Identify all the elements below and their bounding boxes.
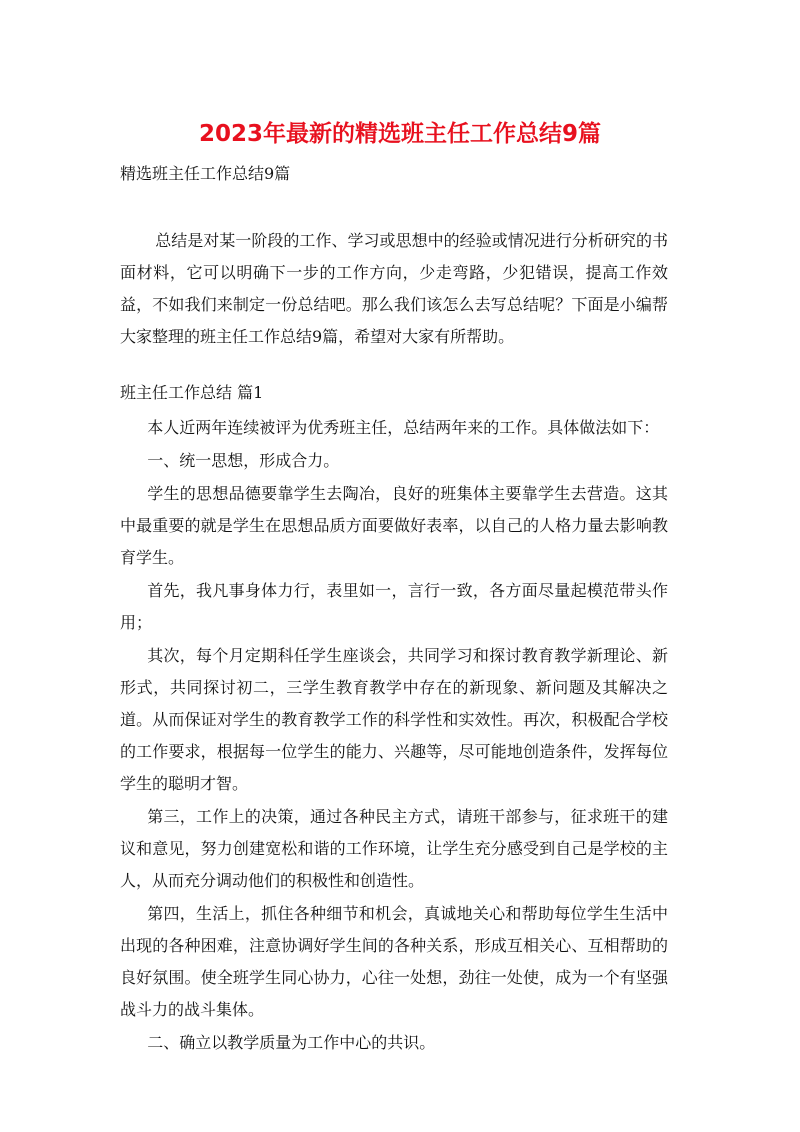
- body-paragraph: 本人近两年连续被评为优秀班主任，总结两年来的工作。具体做法如下：: [147, 418, 660, 437]
- document-subtitle: 精选班主任工作总结9篇: [120, 164, 291, 183]
- body-paragraph: 其次，每个月定期科任学生座谈会，共同学习和探讨教育教学新理论、新形式，共同探讨初二，三学生教育教学中存在的新现象、新问题及其解决之道。从而保证对学生的教育教学工作的科学性和实效性。再次，积极配合学校的工作要求，根据每一位学生的能力、兴趣等，尽可能地创造条件，发挥每位学生的聪明才智。: [120, 646, 668, 793]
- intro-paragraph: 总结是对某一阶段的工作、学习或思想中的经验或情况进行分析研究的书面材料，它可以明确下一步的工作方向，少走弯路，少犯错误，提高工作效益，不如我们来制定一份总结吧。那么我们该怎么去写总结呢？下面是小编帮大家整理的班主任工作总结9篇，希望对大家有所帮助。: [120, 231, 668, 346]
- section-body: [120, 412, 668, 1060]
- body-paragraph: 学生的思想品德要靠学生去陶冶，良好的班集体主要靠学生去营造。这其中最重要的就是学生在思想品质方面要做好表率，以自己的人格力量去影响教育学生。: [120, 484, 668, 567]
- body-paragraph: 首先，我凡事身体力行，表里如一，言行一致，各方面尽量起模范带头作用；: [120, 581, 668, 632]
- body-paragraph: 第四，生活上，抓住各种细节和机会，真诚地关心和帮助每位学生生活中出现的各种困难，注意协调好学生间的各种关系，形成互相关心、互相帮助的良好氛围。使全班学生同心协力，心往一处想，劲往一处使，成为一个有坚强战斗力的战斗集体。: [120, 904, 668, 1019]
- body-paragraph: 第三，工作上的决策，通过各种民主方式，请班干部参与，征求班干的建议和意见，努力创建宽松和谐的工作环境，让学生充分感受到自己是学校的主人，从而充分调动他们的积极性和创造性。: [120, 807, 668, 890]
- document-title: 2023年最新的精选班主任工作总结9篇: [198, 121, 602, 147]
- section-heading: 班主任工作总结 篇1: [120, 383, 264, 402]
- body-paragraph: 二、确立以教学质量为工作中心的共识。: [147, 1033, 436, 1052]
- body-paragraph: 一、统一思想，形成合力。: [147, 451, 340, 470]
